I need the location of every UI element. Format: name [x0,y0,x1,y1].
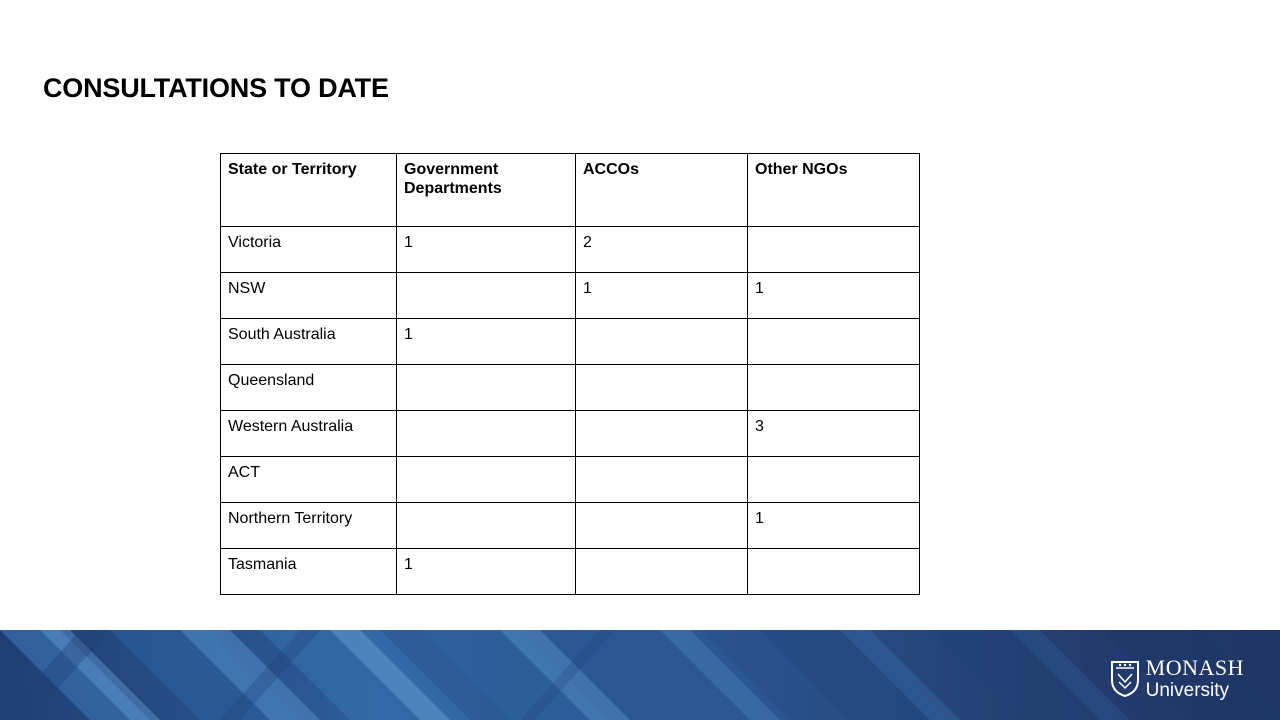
consultations-table [220,153,920,595]
cell-accos: 2 [576,227,748,273]
footer-decorative-band [0,630,1280,720]
cell-gov [397,457,576,503]
cell-ngos [748,365,920,411]
header-accos: ACCOs [576,154,748,227]
cell-ngos [748,319,920,365]
table-row [221,411,920,457]
cell-state: NSW [221,273,397,319]
cell-state: Northern Territory [221,503,397,549]
cell-accos [576,365,748,411]
cell-gov: 1 [397,549,576,595]
table-row [221,273,920,319]
cell-ngos [748,457,920,503]
cell-accos [576,319,748,365]
cell-gov [397,503,576,549]
table-header-row [221,154,920,227]
table-row [221,549,920,595]
header-government-departments: Government Departments [397,154,576,227]
cell-state: Queensland [221,365,397,411]
cell-state: Western Australia [221,411,397,457]
cell-gov [397,365,576,411]
cell-gov [397,411,576,457]
cell-accos [576,457,748,503]
cell-gov: 1 [397,227,576,273]
monash-university-logo [1110,657,1244,700]
monash-crest-icon [1110,660,1140,698]
cell-accos: 1 [576,273,748,319]
logo-text-monash: MONASH [1145,655,1244,680]
table-row [221,227,920,273]
logo-text-university: University [1145,680,1230,701]
cell-ngos: 1 [748,273,920,319]
cell-state: Victoria [221,227,397,273]
table-row [221,319,920,365]
cell-gov: 1 [397,319,576,365]
cell-accos [576,503,748,549]
cell-accos [576,411,748,457]
header-other-ngos: Other NGOs [748,154,920,227]
slide-title: CONSULTATIONS TO DATE [43,73,389,103]
table-row [221,365,920,411]
cell-ngos [748,549,920,595]
cell-state: South Australia [221,319,397,365]
table-row [221,457,920,503]
cell-accos [576,549,748,595]
cell-state: Tasmania [221,549,397,595]
table-row [221,503,920,549]
cell-ngos [748,227,920,273]
diagonal-stripes-graphic [0,630,1280,720]
cell-gov [397,273,576,319]
cell-ngos: 3 [748,411,920,457]
header-state: State or Territory [221,154,397,227]
cell-state: ACT [221,457,397,503]
cell-ngos: 1 [748,503,920,549]
